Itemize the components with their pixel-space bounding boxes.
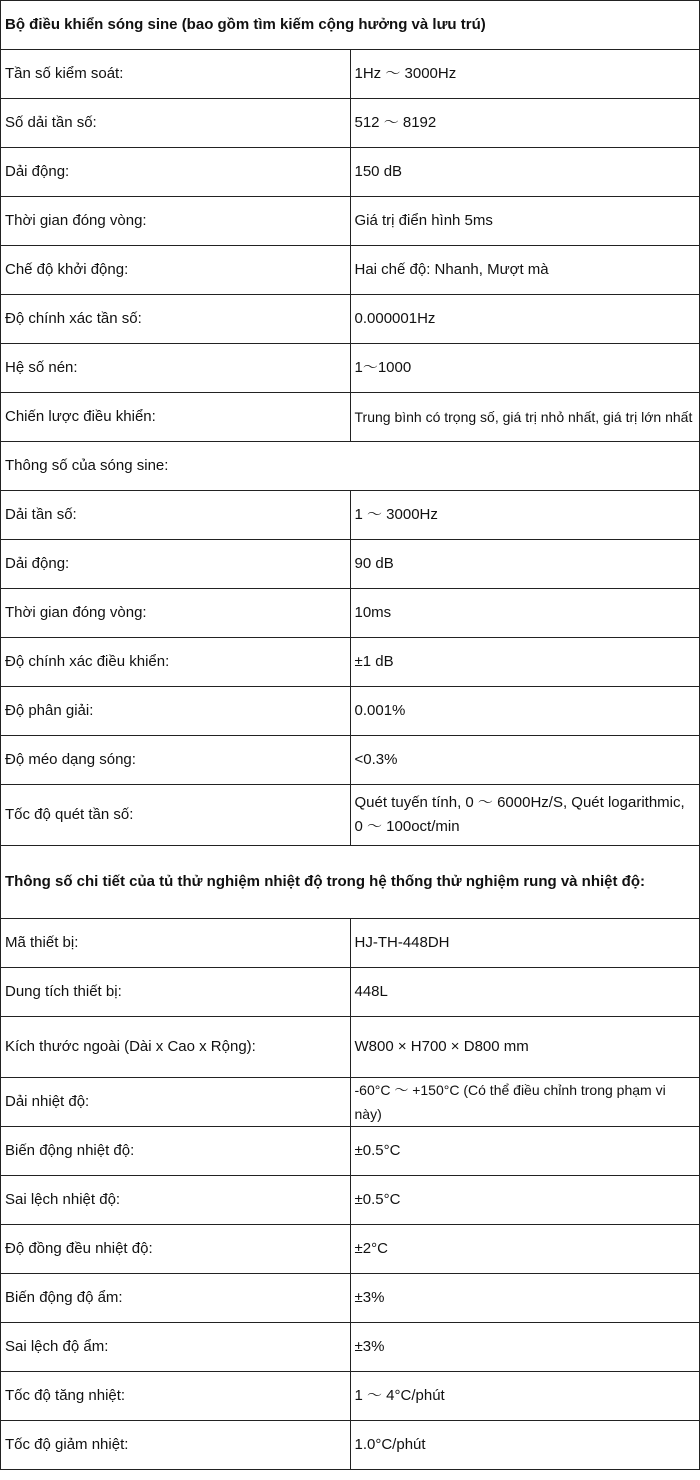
row-value: 150 dB: [350, 148, 700, 197]
row-label: Độ chính xác điều khiển:: [1, 638, 351, 687]
row-label: Dải tần số:: [1, 491, 351, 540]
table-row: [1, 246, 700, 295]
section-title: Thông số chi tiết của tủ thử nghiệm nhiệt độ trong hệ thống thử nghiệm rung và nhiệt độ:: [1, 846, 700, 919]
row-value: ±0.5°C: [350, 1127, 700, 1176]
table-row: [1, 1017, 700, 1078]
row-label: Dải động:: [1, 148, 351, 197]
section-header-temperature-chamber: [1, 846, 700, 919]
table-row: [1, 1225, 700, 1274]
table-row: [1, 99, 700, 148]
row-label: Kích thước ngoài (Dài x Cao x Rộng):: [1, 1017, 351, 1078]
row-value: ±3%: [350, 1274, 700, 1323]
table-row: [1, 540, 700, 589]
table-row: [1, 687, 700, 736]
row-value: Giá trị điển hình 5ms: [350, 197, 700, 246]
row-label: Sai lệch nhiệt độ:: [1, 1176, 351, 1225]
row-value: 1～1000: [350, 344, 700, 393]
row-label: Dung tích thiết bị:: [1, 968, 351, 1017]
row-value: 1 ～ 4°C/phút: [350, 1372, 700, 1421]
table-row: [1, 344, 700, 393]
row-label: Độ phân giải:: [1, 687, 351, 736]
row-value: 1Hz ～ 3000Hz: [350, 50, 700, 99]
row-label: Số dải tần số:: [1, 99, 351, 148]
table-row: [1, 968, 700, 1017]
row-value: ±2°C: [350, 1225, 700, 1274]
row-label: Dải nhiệt độ:: [1, 1078, 351, 1127]
row-label: Biến động nhiệt độ:: [1, 1127, 351, 1176]
row-value: HJ-TH-448DH: [350, 919, 700, 968]
row-value: 0.001%: [350, 687, 700, 736]
row-value: 10ms: [350, 589, 700, 638]
row-label: Thời gian đóng vòng:: [1, 197, 351, 246]
table-row: [1, 638, 700, 687]
table-row: [1, 919, 700, 968]
row-label: Biến động độ ẩm:: [1, 1274, 351, 1323]
row-label: Tần số kiểm soát:: [1, 50, 351, 99]
table-row: [1, 1078, 700, 1127]
section-header-sine-controller: [1, 1, 700, 50]
row-value: 90 dB: [350, 540, 700, 589]
table-row: [1, 589, 700, 638]
row-label: Chiến lược điều khiển:: [1, 393, 351, 442]
table-row: [1, 50, 700, 99]
row-value: 1.0°C/phút: [350, 1421, 700, 1470]
row-label: Độ méo dạng sóng:: [1, 736, 351, 785]
section-title: Thông số của sóng sine:: [1, 442, 700, 491]
table-row: [1, 1274, 700, 1323]
row-value: -60°C ～ +150°C (Có thể điều chỉnh trong phạm vi này): [350, 1078, 700, 1127]
row-label: Thời gian đóng vòng:: [1, 589, 351, 638]
row-value: 0.000001Hz: [350, 295, 700, 344]
table-row: [1, 1127, 700, 1176]
row-label: Tốc độ tăng nhiệt:: [1, 1372, 351, 1421]
table-row: [1, 393, 700, 442]
table-row: [1, 1176, 700, 1225]
row-label: Sai lệch độ ẩm:: [1, 1323, 351, 1372]
row-value: ±0.5°C: [350, 1176, 700, 1225]
row-label: Chế độ khởi động:: [1, 246, 351, 295]
row-value: Trung bình có trọng số, giá trị nhỏ nhất, giá trị lớn nhất: [350, 393, 700, 442]
row-label: Tốc độ quét tần số:: [1, 785, 351, 846]
row-value: Hai chế độ: Nhanh, Mượt mà: [350, 246, 700, 295]
table-row: [1, 1323, 700, 1372]
row-label: Mã thiết bị:: [1, 919, 351, 968]
row-value: Quét tuyến tính, 0 ～ 6000Hz/S, Quét logarithmic, 0 ～ 100oct/min: [350, 785, 700, 846]
row-label: Tốc độ giảm nhiệt:: [1, 1421, 351, 1470]
table-row: [1, 785, 700, 846]
table-row: [1, 736, 700, 785]
table-row: [1, 295, 700, 344]
row-value: ±3%: [350, 1323, 700, 1372]
row-label: Hệ số nén:: [1, 344, 351, 393]
row-label: Dải động:: [1, 540, 351, 589]
row-label: Độ đồng đều nhiệt độ:: [1, 1225, 351, 1274]
section-header-sine-params: [1, 442, 700, 491]
table-row: [1, 148, 700, 197]
row-value: 1 ～ 3000Hz: [350, 491, 700, 540]
row-value: 448L: [350, 968, 700, 1017]
row-value: ±1 dB: [350, 638, 700, 687]
row-value: <0.3%: [350, 736, 700, 785]
section-title: Bộ điều khiển sóng sine (bao gồm tìm kiếm cộng hưởng và lưu trú): [1, 1, 700, 50]
row-value: 512 ～ 8192: [350, 99, 700, 148]
row-value: W800 × H700 × D800 mm: [350, 1017, 700, 1078]
table-row: [1, 1372, 700, 1421]
table-row: [1, 1421, 700, 1470]
row-label: Độ chính xác tần số:: [1, 295, 351, 344]
table-row: [1, 491, 700, 540]
table-row: [1, 197, 700, 246]
